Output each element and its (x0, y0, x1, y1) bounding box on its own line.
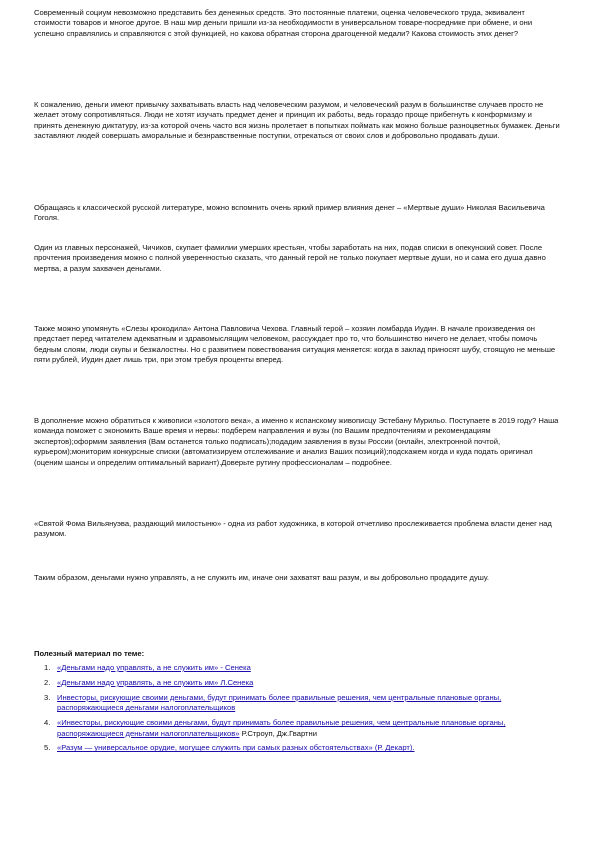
list-item (44, 663, 562, 673)
list-number: 3. (44, 692, 51, 702)
paragraph-chekhov: Также можно упомянуть «Слезы крокодила» Антона Павловича Чехова. Главный герой – хозяин ломбарда Иудин. В начале произведения он предстает перед читателем адекватным и здравомыслящим человеком, рассуждает про то, что большинство ничего не делает, чтобы помочь бедным слоям, люди скупы и безжалостны. Но с развитием повествования ситуация меняется: когда в заклад приносят шубу, стоящую не меньше пяти рублей, Иудин дает лишь три, при этом требуя проценты вперед. (34, 324, 556, 365)
list-number: 2. (44, 677, 51, 687)
related-link-2[interactable]: «Деньгами надо управлять, а не служить им» Л.Сенека (57, 677, 254, 687)
list-item (44, 692, 562, 714)
list-item (44, 677, 562, 688)
related-list (34, 663, 562, 758)
related-heading: Полезный материал по теме: (34, 649, 145, 658)
list-number: 4. (44, 718, 51, 728)
related-link-5[interactable]: «Разум — универсальное орудие, могущее служить при самых разных обстоятельствах» (Р. Декарт). (57, 743, 415, 753)
list-number: 1. (44, 663, 51, 672)
paragraph-saint-thomas: «Святой Фома Вильянуэва, раздающий милостыню» - одна из работ художника, в которой отчетливо прослеживается проблема власти денег над разумом. (34, 519, 552, 539)
paragraph-conclusion: Таким образом, деньгами нужно управлять, а не служить им, иначе они захватят ваш разум, и вы добровольно продадите душу. (34, 573, 489, 582)
related-tail-4: Р.Строуп, Дж.Гвартни (239, 728, 317, 738)
related-link-3[interactable]: Инвесторы, рискующие своими деньгами, будут принимать более правильные решения, чем центральные плановые органы, распоряжающиеся деньгами налогоплательщиков (57, 692, 502, 713)
paragraph-chichikov: Один из главных персонажей, Чичиков, скупает фамилии умерших крестьян, чтобы заработать на них, подав списки в опекунский совет. После прочтения произведения можно с полной уверенностью сказать, что данный герой не только покупает мертвые души, но и сама его душа давно мертва, а разум захвачен деньгами. (34, 243, 546, 273)
list-number: 5. (44, 743, 51, 753)
related-link-1[interactable]: «Деньгами надо управлять, а не служить им» - Сенека (57, 663, 251, 672)
paragraph-money-power: К сожалению, деньги имеют привычку захватывать власть над человеческим разумом, и человеческий разум в большинстве случаев просто не желает этому сопротивляться. Люди не хотят изучать предмет денег и принцип их работы, ведь гораздо проще прибегнуть к конформизму и принять денежную диктатуру, из-за которой очень часто вся жизнь пролетает в попытках поймать как можно больше разноцветных бумажек. Деньги заставляют людей совершать аморальные и безнравственные поступки, отрекаться от своих слов и добровольно продавать души. (34, 100, 560, 141)
list-item (44, 718, 562, 739)
list-item (44, 743, 562, 753)
paragraph-murillo: В дополнение можно обратиться к живописи «золотого века», а именно к испанскому живописцу Эстебану Мурильо. Поступаете в 2019 году? Наша команда поможет с экономить Ваше время и нервы: подберем направления и вузы (по Вашим предпочтениям и рекомендациям экспертов);оформим заявления (Вам останется только подписать);подадим заявления в вузы России (онлайн, электронной почтой, курьером);мониторим конкурсные списки (автоматизируем отслеживание и анализ Ваших позиций);подскажем когда и куда подать оригинал (оценим шансы и определим оптимальный вариант).Доверьте рутину профессионалам – подробнее. (34, 416, 559, 467)
related-link-4[interactable]: «Инвесторы, рискующие своими деньгами, будут принимать более правильные решения, чем центральные плановые органы, распоряжающиеся деньгами налогоплательщиков» (57, 718, 506, 738)
paragraph-gogol: Обращаясь к классической русской литературе, можно вспомнить очень яркий пример влияния денег – «Мертвые души» Николая Васильевича Гоголя. (34, 203, 545, 223)
paragraph-intro: Современный социум невозможно представить без денежных средств. Это постоянные платежи, оценка человеческого труда, эквивалент стоимости товаров и многое другое. В наш мир деньги пришли из-за необходимости в универсальном товаре-посреднике при обмене, и они успешно справлялись и справляются с этой функцией, но какова обратная сторона драгоценной медали? Какова стоимость этих денег? (34, 8, 533, 38)
